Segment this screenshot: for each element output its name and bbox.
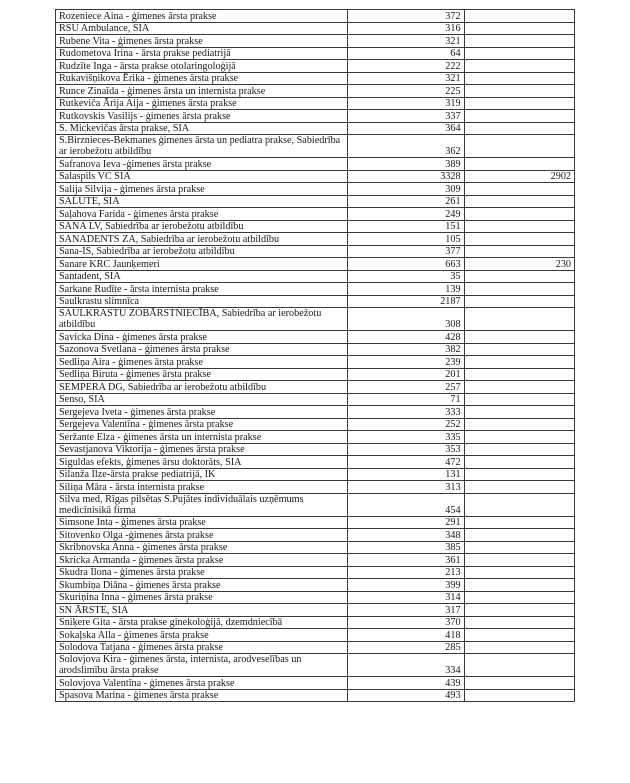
value-cell: 313	[348, 481, 464, 494]
secondary-value-cell	[464, 481, 574, 494]
secondary-value-cell	[464, 604, 574, 617]
secondary-value-cell	[464, 183, 574, 196]
table-row	[56, 85, 575, 98]
secondary-value-cell	[464, 689, 574, 702]
secondary-value-cell	[464, 443, 574, 456]
provider-name-cell: Siguldas efekts, ģimenes ārsu doktorāts, SIA	[56, 456, 348, 469]
table-row	[56, 443, 575, 456]
table-row	[56, 493, 575, 516]
value-cell: 71	[348, 393, 464, 406]
table-row	[56, 689, 575, 702]
value-cell: 317	[348, 604, 464, 617]
table-row	[56, 258, 575, 271]
secondary-value-cell	[464, 158, 574, 171]
secondary-value-cell	[464, 47, 574, 60]
table-row	[56, 295, 575, 308]
provider-name-cell: Sarkane Rudīte - ārsta internista prakse	[56, 283, 348, 296]
table-row	[56, 331, 575, 344]
provider-name-cell: Seržante Elza - ģimenes ārsta un internista prakse	[56, 431, 348, 444]
provider-name-cell: Skuriņina Inna - ģimenes ārsta prakse	[56, 591, 348, 604]
value-cell: 2187	[348, 295, 464, 308]
provider-name-cell: Senso, SIA	[56, 393, 348, 406]
provider-name-cell: Santadent, SIA	[56, 270, 348, 283]
provider-name-cell: Simsone Inta - ģimenes ārsta prakse	[56, 516, 348, 529]
provider-name-cell: Safranova Ieva -ģimenes ārsta prakse	[56, 158, 348, 171]
value-cell: 131	[348, 468, 464, 481]
provider-name-cell: Rukavišņikova Ērika - ģimenes ārsta prakse	[56, 72, 348, 85]
value-cell: 335	[348, 431, 464, 444]
secondary-value-cell	[464, 566, 574, 579]
provider-name-cell: Silva med, Rīgas pilsētas S.Pujātes individuālais uzņēmums medicīnisikā firma	[56, 493, 348, 516]
table-row	[56, 220, 575, 233]
secondary-value-cell	[464, 97, 574, 110]
table-row	[56, 10, 575, 23]
provider-name-cell: Rutkovskis Vasilijs - ģimenes ārsta prakse	[56, 110, 348, 123]
table-row	[56, 616, 575, 629]
table-row	[56, 195, 575, 208]
secondary-value-cell: 230	[464, 258, 574, 271]
provider-name-cell: Skribnovska Anna - ģimenes ārsta prakse	[56, 541, 348, 554]
provider-name-cell: Siliņa Māra - ārsta internista prakse	[56, 481, 348, 494]
secondary-value-cell	[464, 10, 574, 23]
secondary-value-cell	[464, 541, 574, 554]
provider-name-cell: Solodova Tatjana - ģimenes ārsta prakse	[56, 641, 348, 654]
table-row	[56, 245, 575, 258]
secondary-value-cell	[464, 468, 574, 481]
value-cell: 314	[348, 591, 464, 604]
value-cell: 428	[348, 331, 464, 344]
value-cell: 201	[348, 368, 464, 381]
value-cell: 377	[348, 245, 464, 258]
provider-name-cell: Sevastjanova Viktorija - ģimenes ārsta prakse	[56, 443, 348, 456]
provider-name-cell: Sokaļska Alla - ģimenes ārsta prakse	[56, 629, 348, 642]
value-cell: 139	[348, 283, 464, 296]
table-row	[56, 541, 575, 554]
secondary-value-cell	[464, 493, 574, 516]
secondary-value-cell	[464, 554, 574, 567]
secondary-value-cell	[464, 331, 574, 344]
value-cell: 439	[348, 677, 464, 690]
secondary-value-cell	[464, 343, 574, 356]
data-table	[55, 9, 575, 702]
provider-name-cell: Sniķere Gita - ārsta prakse ginekoloģijā, dzemdniecībā	[56, 616, 348, 629]
value-cell: 105	[348, 233, 464, 246]
provider-name-cell: Rubene Vita - ģimenes ārsta prakse	[56, 35, 348, 48]
value-cell: 257	[348, 381, 464, 394]
provider-name-cell: SAULKRASTU ZOBĀRSTNIECĪBA, Sabiedrība ar ierobežotu atbildību	[56, 308, 348, 331]
value-cell: 372	[348, 10, 464, 23]
value-cell: 3328	[348, 170, 464, 183]
value-cell: 353	[348, 443, 464, 456]
provider-name-cell: Silanža Ilze-ārsta prakse pediatrijā, IK	[56, 468, 348, 481]
value-cell: 64	[348, 47, 464, 60]
table-row	[56, 356, 575, 369]
secondary-value-cell	[464, 629, 574, 642]
provider-name-cell: Sitovenko Olga -ģimenes ārsta prakse	[56, 529, 348, 542]
table-row	[56, 654, 575, 677]
value-cell: 213	[348, 566, 464, 579]
value-cell: 309	[348, 183, 464, 196]
secondary-value-cell	[464, 456, 574, 469]
value-cell: 225	[348, 85, 464, 98]
secondary-value-cell	[464, 393, 574, 406]
value-cell: 385	[348, 541, 464, 554]
secondary-value-cell	[464, 368, 574, 381]
provider-name-cell: SEMPERA DG, Sabiedrība ar ierobežotu atbildību	[56, 381, 348, 394]
table-row	[56, 308, 575, 331]
value-cell: 493	[348, 689, 464, 702]
value-cell: 333	[348, 406, 464, 419]
provider-name-cell: Sana-IS, Sabiedrība ar ierobežotu atbildību	[56, 245, 348, 258]
provider-name-cell: Rudzīte Inga - ārsta prakse otolaringoloģijā	[56, 60, 348, 73]
secondary-value-cell	[464, 220, 574, 233]
table-row	[56, 591, 575, 604]
provider-name-cell: Sergejeva Valentīna - ģimenes ārsta prakse	[56, 418, 348, 431]
table-row	[56, 431, 575, 444]
secondary-value-cell	[464, 22, 574, 35]
provider-name-cell: Runce Zinaīda - ģimenes ārsta un internista prakse	[56, 85, 348, 98]
table-row	[56, 381, 575, 394]
provider-name-cell: Sedliņa Aira - ģimenes ārsta prakse	[56, 356, 348, 369]
table-row	[56, 368, 575, 381]
table-row	[56, 35, 575, 48]
secondary-value-cell	[464, 579, 574, 592]
provider-name-cell: Sanare KRC Jaunķemeri	[56, 258, 348, 271]
secondary-value-cell	[464, 516, 574, 529]
value-cell: 418	[348, 629, 464, 642]
secondary-value-cell	[464, 60, 574, 73]
table-row	[56, 516, 575, 529]
provider-name-cell: Saulkrastu slimnīca	[56, 295, 348, 308]
table-row	[56, 97, 575, 110]
provider-name-cell: Savicka Dina - ģimenes ārsta prakse	[56, 331, 348, 344]
provider-name-cell: Rudometova Irina - ārsta prakse pediatrijā	[56, 47, 348, 60]
provider-name-cell: Skricka Armanda - ģimenes ārsta prakse	[56, 554, 348, 567]
secondary-value-cell	[464, 418, 574, 431]
table-row	[56, 456, 575, 469]
secondary-value-cell	[464, 616, 574, 629]
value-cell: 321	[348, 72, 464, 85]
provider-name-cell: Sazonova Svetlana - ģimenes ārsta prakse	[56, 343, 348, 356]
provider-name-cell: RSU Ambulance, SIA	[56, 22, 348, 35]
provider-name-cell: SANADENTS ZA, Sabiedrība ar ierobežotu atbildību	[56, 233, 348, 246]
value-cell: 285	[348, 641, 464, 654]
table-row	[56, 122, 575, 135]
table-row	[56, 283, 575, 296]
table-row	[56, 183, 575, 196]
provider-name-cell: Skumbiņa Diāna - ģimenes ārsta prakse	[56, 579, 348, 592]
value-cell: 337	[348, 110, 464, 123]
value-cell: 239	[348, 356, 464, 369]
table-row	[56, 579, 575, 592]
secondary-value-cell	[464, 431, 574, 444]
secondary-value-cell	[464, 529, 574, 542]
value-cell: 321	[348, 35, 464, 48]
table-row	[56, 170, 575, 183]
secondary-value-cell	[464, 295, 574, 308]
secondary-value-cell	[464, 233, 574, 246]
table-row	[56, 677, 575, 690]
secondary-value-cell	[464, 591, 574, 604]
value-cell: 389	[348, 158, 464, 171]
secondary-value-cell	[464, 122, 574, 135]
provider-name-cell: Salaspils VC SIA	[56, 170, 348, 183]
provider-name-cell: Skudra Ilona - ģimenes ārsta prakse	[56, 566, 348, 579]
table-row	[56, 481, 575, 494]
secondary-value-cell	[464, 654, 574, 677]
value-cell: 472	[348, 456, 464, 469]
table-row	[56, 418, 575, 431]
secondary-value-cell	[464, 381, 574, 394]
provider-name-cell: S. Mickevičas ārsta prakse, SIA	[56, 122, 348, 135]
provider-name-cell: Salija Silvija - ģimenes ārsta prakse	[56, 183, 348, 196]
provider-name-cell: SN ĀRSTE, SIA	[56, 604, 348, 617]
table-row	[56, 641, 575, 654]
table-row	[56, 554, 575, 567]
table-row	[56, 270, 575, 283]
value-cell: 382	[348, 343, 464, 356]
value-cell: 362	[348, 135, 464, 158]
value-cell: 35	[348, 270, 464, 283]
provider-name-cell: Saļahova Farida - ģimenes ārsta prakse	[56, 208, 348, 221]
secondary-value-cell	[464, 406, 574, 419]
provider-name-cell: Sergejeva Iveta - ģimenes ārsta prakse	[56, 406, 348, 419]
secondary-value-cell	[464, 208, 574, 221]
provider-name-cell: Solovjova Valentīna - ģimenes ārsta prakse	[56, 677, 348, 690]
secondary-value-cell	[464, 283, 574, 296]
value-cell: 348	[348, 529, 464, 542]
value-cell: 361	[348, 554, 464, 567]
value-cell: 291	[348, 516, 464, 529]
table-row	[56, 604, 575, 617]
table-row	[56, 60, 575, 73]
secondary-value-cell: 2902	[464, 170, 574, 183]
table-body	[56, 10, 575, 702]
table-row	[56, 566, 575, 579]
secondary-value-cell	[464, 195, 574, 208]
table-row	[56, 22, 575, 35]
table-row	[56, 208, 575, 221]
secondary-value-cell	[464, 356, 574, 369]
value-cell: 222	[348, 60, 464, 73]
value-cell: 261	[348, 195, 464, 208]
value-cell: 151	[348, 220, 464, 233]
secondary-value-cell	[464, 677, 574, 690]
value-cell: 399	[348, 579, 464, 592]
value-cell: 454	[348, 493, 464, 516]
table-row	[56, 135, 575, 158]
provider-name-cell: Sedliņa Biruta - ģimenes ārsta prakse	[56, 368, 348, 381]
secondary-value-cell	[464, 72, 574, 85]
provider-name-cell: Spasova Marina - ģimenes ārsta prakse	[56, 689, 348, 702]
table-row	[56, 406, 575, 419]
table-row	[56, 629, 575, 642]
value-cell: 364	[348, 122, 464, 135]
secondary-value-cell	[464, 245, 574, 258]
provider-name-cell: Rutkeviča Ārija Aija - ģimenes ārsta prakse	[56, 97, 348, 110]
table-row	[56, 47, 575, 60]
secondary-value-cell	[464, 110, 574, 123]
value-cell: 308	[348, 308, 464, 331]
table-row	[56, 233, 575, 246]
secondary-value-cell	[464, 641, 574, 654]
table-row	[56, 529, 575, 542]
provider-name-cell: SALŪTE, SIA	[56, 195, 348, 208]
provider-name-cell: Rozeniece Aina - ģimenes ārsta prakse	[56, 10, 348, 23]
value-cell: 663	[348, 258, 464, 271]
value-cell: 249	[348, 208, 464, 221]
table-row	[56, 158, 575, 171]
secondary-value-cell	[464, 308, 574, 331]
table-row	[56, 468, 575, 481]
provider-name-cell: SANA LV, Sabiedrība ar ierobežotu atbildību	[56, 220, 348, 233]
secondary-value-cell	[464, 270, 574, 283]
secondary-value-cell	[464, 135, 574, 158]
value-cell: 334	[348, 654, 464, 677]
table-row	[56, 72, 575, 85]
table-row	[56, 343, 575, 356]
provider-name-cell: S.Birznieces-Bekmanes ģimenes ārsta un pediatra prakse, Sabiedrība ar ierobežotu atbildību	[56, 135, 348, 158]
table-row	[56, 110, 575, 123]
value-cell: 316	[348, 22, 464, 35]
secondary-value-cell	[464, 35, 574, 48]
value-cell: 252	[348, 418, 464, 431]
value-cell: 370	[348, 616, 464, 629]
table-row	[56, 393, 575, 406]
secondary-value-cell	[464, 85, 574, 98]
provider-name-cell: Solovjova Kira - ģimenes ārsta, internista, arodveselības un arodslimību ārsta prakse	[56, 654, 348, 677]
value-cell: 319	[348, 97, 464, 110]
